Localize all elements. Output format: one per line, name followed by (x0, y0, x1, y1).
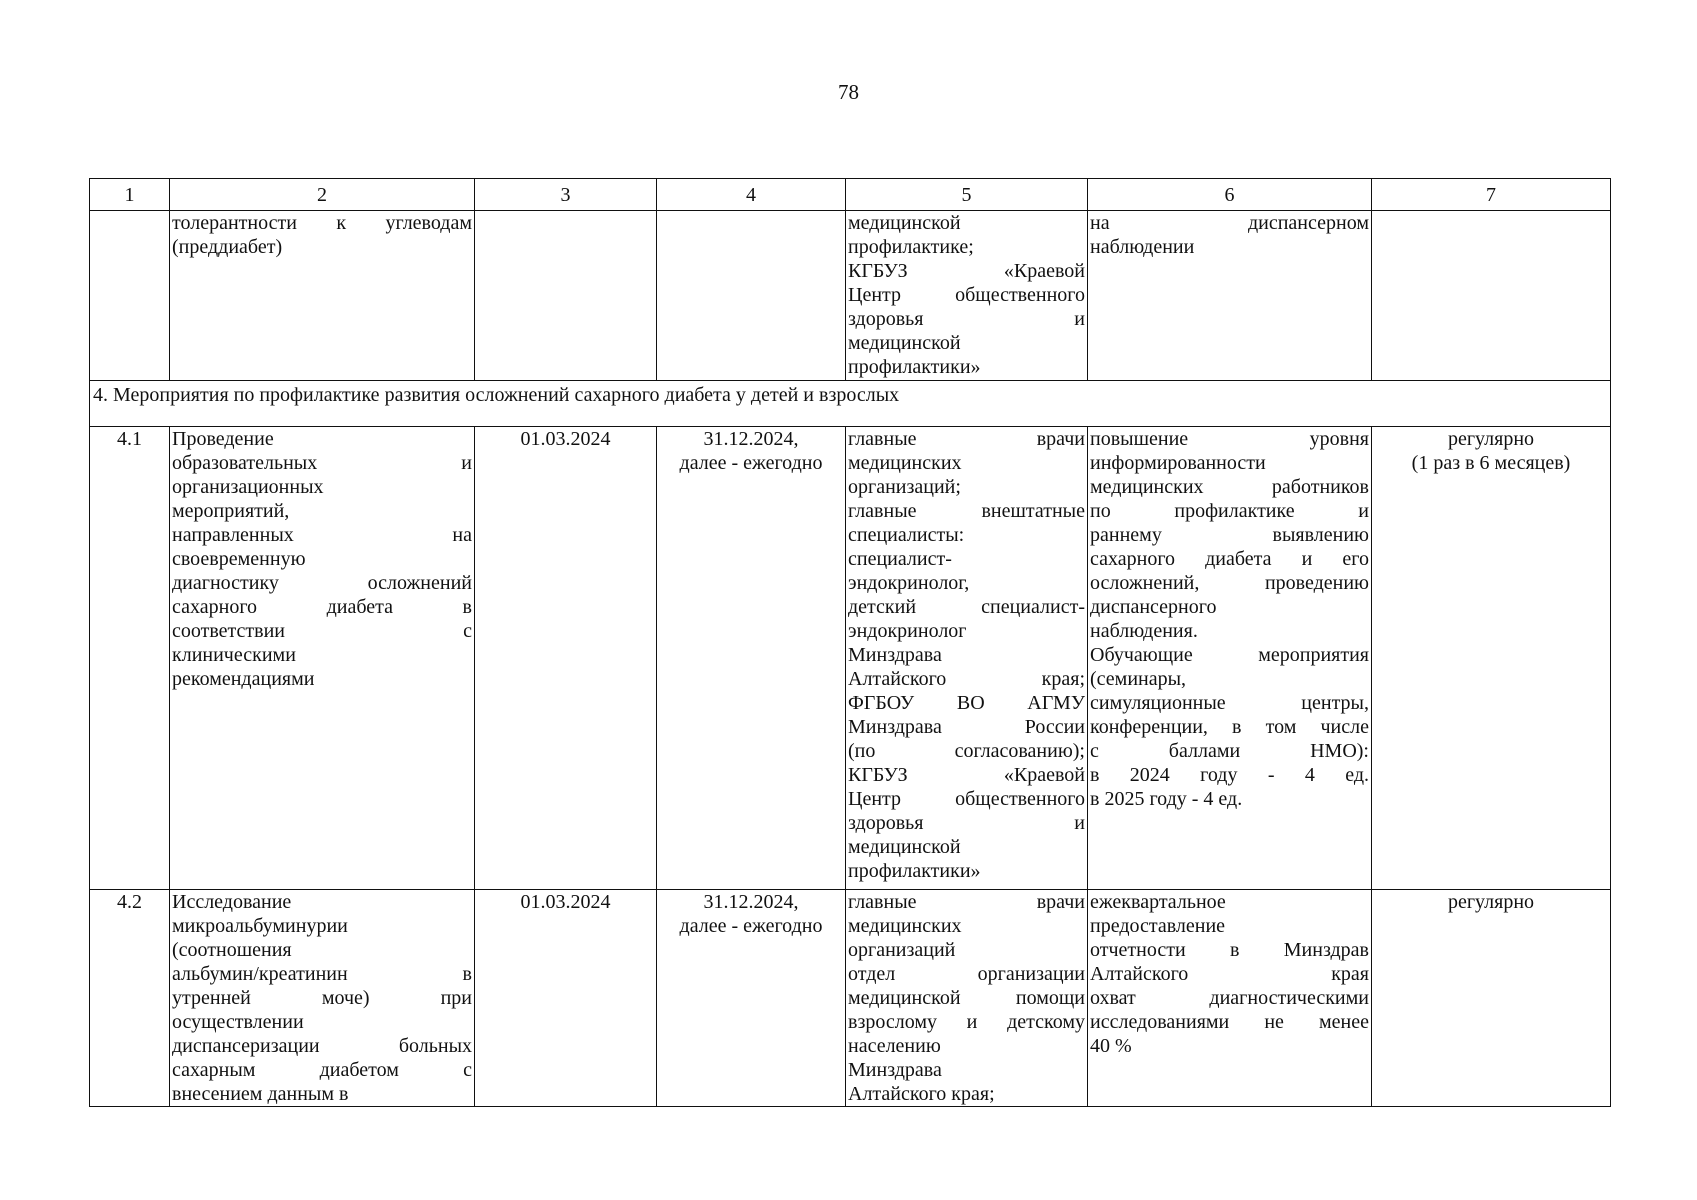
cell-line: (1 раз в 6 месяцев) (1411, 452, 1571, 474)
cell-line: регулярно (1447, 428, 1535, 450)
cell-line: исследованиями не менее (1090, 1011, 1369, 1033)
cell-line: Минздрава (848, 644, 942, 666)
column-header: 2 (170, 179, 475, 211)
cell-line: своевременную (172, 548, 306, 570)
cell-num: 4.1 (90, 427, 170, 890)
cell-line: главные врачи (848, 891, 1085, 913)
cell-line: направленных на (172, 524, 472, 546)
cell-responsible (846, 211, 1088, 381)
cell-line: главные внештатные (848, 500, 1085, 522)
section-title: 4. Мероприятия по профилактике развития осложнений сахарного диабета у детей и взрослых (90, 381, 1611, 427)
measures-table (89, 178, 1611, 1107)
cell-num: 4.2 (90, 890, 170, 1107)
cell-line: специалист- (848, 548, 952, 570)
cell-line: отчетности в Минздрав (1090, 939, 1369, 961)
cell-line: мероприятий, (172, 500, 290, 522)
cell-line: конференции, в том числе (1090, 716, 1369, 738)
cell-line: образовательных и (172, 452, 472, 474)
cell-line: медицинской (848, 332, 961, 354)
cell-responsible (846, 427, 1088, 890)
cell-line: ежеквартальное (1090, 891, 1226, 913)
column-header: 6 (1088, 179, 1372, 211)
cell-line: диагностику осложнений (172, 572, 472, 594)
cell-frequency (1372, 890, 1611, 1107)
cell-name (170, 211, 475, 381)
cell-line: 40 % (1090, 1035, 1132, 1057)
cell-start (475, 211, 657, 381)
column-header: 1 (90, 179, 170, 211)
cell-line: 31.12.2024, (703, 428, 799, 450)
cell-line: микроальбуминурии (172, 915, 348, 937)
cell-line: (по согласованию); (848, 740, 1085, 762)
cell-line: на диспансерном (1090, 212, 1369, 234)
section-row (90, 381, 1611, 427)
table-header-row (90, 179, 1611, 211)
cell-line: в 2025 году - 4 ед. (1090, 788, 1243, 810)
cell-line: наблюдении (1090, 236, 1195, 258)
cell-line: детский специалист- (848, 596, 1085, 618)
cell-line: Центр общественного (848, 788, 1085, 810)
cell-line: Алтайского края (1090, 963, 1369, 985)
table-row-continuation (90, 211, 1611, 381)
cell-line: ФГБОУ ВО АГМУ (848, 692, 1085, 714)
cell-line: Алтайского края; (848, 668, 1085, 690)
cell-line: раннему выявлению (1090, 524, 1369, 546)
cell-line: (соотношения (172, 939, 292, 961)
cell-frequency (1372, 211, 1611, 381)
table-row (90, 427, 1611, 890)
cell-line: осуществлении (172, 1011, 304, 1033)
cell-line: медицинской (848, 212, 961, 234)
cell-start: 01.03.2024 (475, 427, 657, 890)
column-header: 4 (657, 179, 846, 211)
cell-line: внесением данным в (172, 1083, 349, 1105)
cell-result (1088, 211, 1372, 381)
cell-end (657, 427, 846, 890)
page-number: 78 (838, 80, 859, 104)
cell-line: по профилактике и (1090, 500, 1369, 522)
cell-line: сахарного диабета в (172, 596, 472, 618)
cell-num (90, 211, 170, 381)
cell-line: профилактике; (848, 236, 974, 258)
cell-line: альбумин/креатинин в (172, 963, 472, 985)
cell-line: предоставление (1090, 915, 1226, 937)
cell-line: профилактики» (848, 860, 981, 882)
cell-line: соответствии с (172, 620, 472, 642)
cell-line: взрослому и детскому (848, 1011, 1085, 1033)
cell-line: медицинских работников (1090, 476, 1369, 498)
cell-result (1088, 427, 1372, 890)
cell-line: Минздрава России (848, 716, 1085, 738)
cell-line: информированности (1090, 452, 1266, 474)
cell-line: главные врачи (848, 428, 1085, 450)
cell-line: организаций; (848, 476, 961, 498)
cell-line: эндокринолог (848, 620, 967, 642)
cell-frequency (1372, 427, 1611, 890)
cell-end (657, 211, 846, 381)
cell-line: охват диагностическими (1090, 987, 1369, 1009)
cell-line: рекомендациями (172, 668, 315, 690)
cell-line: клиническими (172, 644, 296, 666)
cell-line: Проведение (172, 428, 274, 450)
cell-line: медицинской (848, 836, 961, 858)
cell-line: организационных (172, 476, 324, 498)
cell-line: сахарного диабета и его (1090, 548, 1369, 570)
cell-line: специалисты: (848, 524, 965, 546)
cell-name (170, 890, 475, 1107)
cell-result (1088, 890, 1372, 1107)
column-header: 5 (846, 179, 1088, 211)
cell-line: КГБУЗ «Краевой (848, 260, 1085, 282)
cell-line: Обучающие мероприятия (1090, 644, 1369, 666)
cell-line: повышение уровня (1090, 428, 1369, 450)
cell-line: осложнений, проведению (1090, 572, 1369, 594)
cell-line: в 2024 году - 4 ед. (1090, 764, 1369, 786)
table-row (90, 890, 1611, 1107)
cell-line: Исследование (172, 891, 292, 913)
cell-line: медицинских (848, 452, 962, 474)
cell-line: эндокринолог, (848, 572, 970, 594)
cell-line: населению (848, 1035, 941, 1057)
cell-line: диспансерного (1090, 596, 1217, 618)
cell-line: отдел организации (848, 963, 1085, 985)
cell-line: толерантности к углеводам (172, 212, 472, 234)
cell-line: далее - ежегодно (679, 915, 823, 937)
column-header: 7 (1372, 179, 1611, 211)
cell-line: утренней моче) при (172, 987, 472, 1009)
cell-line: здоровья и (848, 308, 1085, 330)
cell-line: регулярно (1447, 891, 1535, 913)
cell-line: наблюдения. (1090, 620, 1198, 642)
cell-line: 31.12.2024, (703, 891, 799, 913)
cell-start: 01.03.2024 (475, 890, 657, 1107)
cell-line: организаций (848, 939, 956, 961)
cell-line: медицинской помощи (848, 987, 1085, 1009)
cell-line: симуляционные центры, (1090, 692, 1369, 714)
cell-line: Алтайского края; (848, 1083, 995, 1105)
cell-line: диспансеризации больных (172, 1035, 472, 1057)
cell-line: здоровья и (848, 812, 1085, 834)
cell-line: (семинары, (1090, 668, 1187, 690)
cell-line: Центр общественного (848, 284, 1085, 306)
cell-line: сахарным диабетом с (172, 1059, 472, 1081)
cell-line: Минздрава (848, 1059, 942, 1081)
column-header: 3 (475, 179, 657, 211)
cell-responsible (846, 890, 1088, 1107)
cell-line: (преддиабет) (172, 236, 283, 258)
cell-line: с баллами НМО): (1090, 740, 1369, 762)
cell-line: КГБУЗ «Краевой (848, 764, 1085, 786)
cell-line: профилактики» (848, 356, 981, 378)
cell-line: далее - ежегодно (679, 452, 823, 474)
cell-end (657, 890, 846, 1107)
cell-line: медицинских (848, 915, 962, 937)
cell-name (170, 427, 475, 890)
